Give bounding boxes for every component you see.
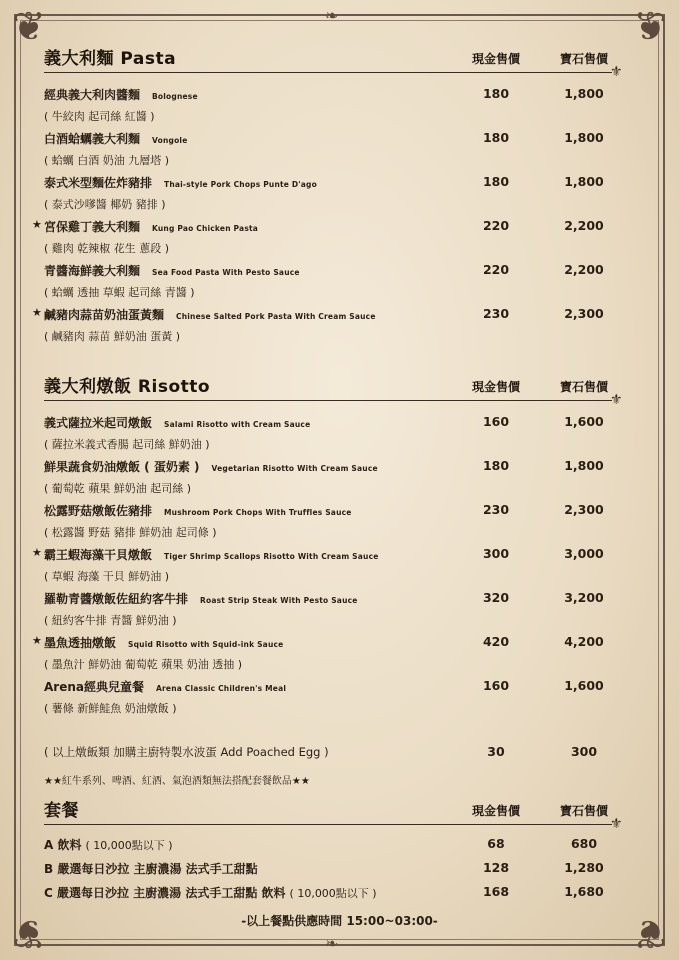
item-name bbox=[44, 634, 283, 651]
item-name-en: Squid Risotto with Squid-ink Sauce bbox=[128, 640, 284, 649]
risotto-list bbox=[32, 410, 634, 718]
section-title: 義大利燉飯 Risotto bbox=[44, 377, 211, 397]
star-icon: ★ bbox=[32, 218, 42, 231]
item-name bbox=[44, 306, 376, 323]
gem-price: 1,600 bbox=[564, 414, 604, 429]
item-name-en: Kung Pao Chicken Pasta bbox=[152, 224, 259, 233]
set-name bbox=[44, 860, 258, 877]
cash-price-header: 現金售價 bbox=[471, 804, 520, 818]
cash-price-header: 現金售價 bbox=[471, 380, 520, 394]
item-name-en: Mushroom Pork Chops With Truffles Sauce bbox=[164, 508, 352, 517]
cash-price: 180 bbox=[482, 130, 510, 145]
item-name-en: Vegetarian Risotto With Cream Sauce bbox=[211, 464, 378, 473]
item-name-zh: 白酒蛤蠣義大利麵 bbox=[44, 132, 141, 146]
gem-price: 680 bbox=[570, 836, 598, 851]
menu-item bbox=[44, 258, 634, 302]
item-name-zh: Arena經典兒童餐 bbox=[44, 680, 144, 694]
gem-price: 1,800 bbox=[564, 86, 604, 101]
set-menu-item bbox=[44, 858, 634, 882]
set-name-text: A 飲料 bbox=[44, 838, 82, 852]
cash-price: 68 bbox=[487, 836, 505, 851]
cash-price: 230 bbox=[482, 502, 510, 517]
item-ingredients: ( 薩拉米義式香腸 起司絲 鮮奶油 ) bbox=[44, 438, 210, 451]
menu-item bbox=[44, 170, 634, 214]
gem-price: 1,280 bbox=[564, 860, 604, 875]
menu-item bbox=[44, 454, 634, 498]
item-name bbox=[44, 130, 187, 147]
item-ingredients: ( 雞肉 乾辣椒 花生 蔥段 ) bbox=[44, 242, 170, 255]
menu-item bbox=[32, 214, 634, 258]
item-name bbox=[44, 218, 258, 235]
item-name-zh: 宮保雞丁義大利麵 bbox=[44, 220, 141, 234]
menu-item bbox=[32, 630, 634, 674]
item-name-en: Salami Risotto with Cream Sauce bbox=[164, 420, 311, 429]
gem-price: 3,200 bbox=[564, 590, 604, 605]
item-ingredients: ( 鹹豬肉 蒜苗 鮮奶油 蛋黃 ) bbox=[44, 330, 181, 343]
gem-price: 2,200 bbox=[564, 218, 604, 233]
star-icon: ★ bbox=[32, 634, 42, 647]
item-name-en: Bolognese bbox=[152, 92, 198, 101]
item-ingredients: ( 草蝦 海藻 干貝 鮮奶油 ) bbox=[44, 570, 170, 583]
set-section bbox=[44, 794, 634, 906]
cash-price: 128 bbox=[482, 860, 510, 875]
item-name-en: Sea Food Pasta With Pesto Sauce bbox=[152, 268, 300, 277]
item-name-zh: 鹹豬肉蒜苗奶油蛋黃麵 bbox=[44, 308, 165, 322]
item-name bbox=[44, 590, 358, 607]
gem-price: 1,800 bbox=[564, 174, 604, 189]
gem-price: 4,200 bbox=[564, 634, 604, 649]
star-icon: ★ bbox=[32, 546, 42, 559]
item-ingredients: ( 牛絞肉 起司絲 紅醬 ) bbox=[44, 110, 155, 123]
bottom-ornament-icon: ❧ bbox=[325, 934, 339, 953]
menu-item bbox=[44, 126, 634, 170]
menu-item bbox=[32, 542, 634, 586]
item-name-zh: 經典義大利肉醬麵 bbox=[44, 88, 141, 102]
corner-ornament-icon: ❦ bbox=[633, 4, 667, 50]
item-ingredients: ( 泰式沙嗲醬 椰奶 豬排 ) bbox=[44, 198, 166, 211]
gem-price: 2,200 bbox=[564, 262, 604, 277]
cash-price: 420 bbox=[482, 634, 510, 649]
set-name-note: ( 10,000點以下 ) bbox=[289, 887, 377, 900]
section-rule bbox=[44, 824, 612, 825]
item-name-zh: 墨魚透抽燉飯 bbox=[44, 636, 117, 650]
item-ingredients: ( 蛤蠣 透抽 草蝦 起司絲 青醬 ) bbox=[44, 286, 195, 299]
item-name bbox=[44, 546, 379, 563]
cash-price: 160 bbox=[482, 678, 510, 693]
set-name-text: B 嚴選每日沙拉 主廚濃湯 法式手工甜點 bbox=[44, 862, 258, 876]
serving-hours: -以上餐點供應時間 15:00~03:00- bbox=[241, 914, 438, 928]
risotto-header bbox=[44, 370, 634, 408]
item-name-en: Chinese Salted Pork Pasta With Cream Sauce bbox=[176, 312, 376, 321]
menu-item bbox=[44, 674, 634, 718]
gem-price: 1,600 bbox=[564, 678, 604, 693]
cash-price: 220 bbox=[482, 262, 510, 277]
cash-price: 180 bbox=[482, 458, 510, 473]
cash-price: 168 bbox=[482, 884, 510, 899]
cash-price-header: 現金售價 bbox=[471, 52, 520, 66]
gem-price: 2,300 bbox=[564, 306, 604, 321]
cash-price: 160 bbox=[482, 414, 510, 429]
gem-price: 1,680 bbox=[564, 884, 604, 899]
rule-flourish-icon: ⚜ bbox=[610, 816, 623, 832]
item-name-en: Tiger Shrimp Scallops Risotto With Cream Sauce bbox=[164, 552, 379, 561]
cash-price: 180 bbox=[482, 86, 510, 101]
star-icon: ★ bbox=[32, 306, 42, 319]
gem-price-header: 寶石售價 bbox=[559, 804, 608, 818]
pasta-list bbox=[32, 82, 634, 346]
item-ingredients: ( 葡萄乾 蘋果 鮮奶油 起司絲 ) bbox=[44, 482, 192, 495]
item-name bbox=[44, 678, 286, 695]
pasta-header bbox=[44, 42, 634, 80]
menu-item bbox=[44, 586, 634, 630]
gem-price: 3,000 bbox=[564, 546, 604, 561]
corner-ornament-icon: ❦ bbox=[12, 910, 46, 956]
section-title: 義大利麵 Pasta bbox=[44, 49, 177, 69]
item-name-zh: 鮮果蔬食奶油燉飯 ( 蛋奶素 ) bbox=[44, 460, 200, 474]
item-name bbox=[44, 262, 300, 279]
cash-price: 220 bbox=[482, 218, 510, 233]
rule-flourish-icon: ⚜ bbox=[610, 64, 623, 80]
section-title: 套餐 bbox=[44, 801, 79, 821]
cash-price: 300 bbox=[482, 546, 510, 561]
item-name-zh: 羅勒青醬燉飯佐紐約客牛排 bbox=[44, 592, 189, 606]
pasta-section bbox=[32, 42, 634, 346]
item-name bbox=[44, 502, 352, 519]
menu-item bbox=[44, 82, 634, 126]
risotto-section bbox=[32, 370, 634, 718]
gem-price-header: 寶石售價 bbox=[559, 52, 608, 66]
item-name-zh: 青醬海鮮義大利麵 bbox=[44, 264, 141, 278]
addon-gem-price: 300 bbox=[570, 744, 598, 759]
set-name bbox=[44, 836, 173, 853]
item-name-en: Vongole bbox=[152, 136, 188, 145]
menu-item bbox=[32, 302, 634, 346]
drink-warning: ★★紅牛系列、啤酒、紅酒、氣泡酒類無法搭配套餐飲品★★ bbox=[44, 776, 310, 787]
item-name-en: Arena Classic Children's Meal bbox=[156, 684, 287, 693]
item-name bbox=[44, 86, 198, 103]
item-ingredients: ( 蛤蠣 白酒 奶油 九層塔 ) bbox=[44, 154, 170, 167]
menu-item bbox=[44, 410, 634, 454]
set-name-note: ( 10,000點以下 ) bbox=[85, 839, 173, 852]
item-name-zh: 霸王蝦海藻干貝燉飯 bbox=[44, 548, 153, 562]
set-name bbox=[44, 884, 377, 901]
item-name-zh: 松露野菇燉飯佐豬排 bbox=[44, 504, 153, 518]
corner-ornament-icon: ❦ bbox=[12, 4, 46, 50]
gem-price: 1,800 bbox=[564, 130, 604, 145]
cash-price: 230 bbox=[482, 306, 510, 321]
set-header bbox=[44, 794, 634, 832]
item-name-zh: 義式薩拉米起司燉飯 bbox=[44, 416, 153, 430]
item-name-zh: 泰式米型麵佐炸豬排 bbox=[44, 176, 153, 190]
set-name-text: C 嚴選每日沙拉 主廚濃湯 法式手工甜點 飲料 bbox=[44, 886, 286, 900]
gem-price: 1,800 bbox=[564, 458, 604, 473]
rule-flourish-icon: ⚜ bbox=[610, 392, 623, 408]
corner-ornament-icon: ❦ bbox=[633, 910, 667, 956]
item-ingredients: ( 紐約客牛排 青醬 鮮奶油 ) bbox=[44, 614, 177, 627]
set-menu-item bbox=[44, 882, 634, 906]
addon-note: ( 以上燉飯類 加購主廚特製水波蛋 Add Poached Egg ) bbox=[44, 745, 329, 759]
addon-cash-price: 30 bbox=[487, 744, 505, 759]
item-name bbox=[44, 458, 378, 475]
item-name bbox=[44, 414, 310, 431]
top-ornament-icon: ❧ bbox=[325, 6, 339, 25]
section-rule bbox=[44, 400, 612, 401]
cash-price: 180 bbox=[482, 174, 510, 189]
item-name bbox=[44, 174, 317, 191]
cash-price: 320 bbox=[482, 590, 510, 605]
item-ingredients: ( 薯條 新鮮鮭魚 奶油燉飯 ) bbox=[44, 702, 177, 715]
menu-item bbox=[44, 498, 634, 542]
item-ingredients: ( 墨魚汁 鮮奶油 葡萄乾 蘋果 奶油 透抽 ) bbox=[44, 658, 243, 671]
set-menu-item bbox=[44, 834, 634, 858]
gem-price-header: 寶石售價 bbox=[559, 380, 608, 394]
set-list bbox=[44, 834, 634, 906]
gem-price: 2,300 bbox=[564, 502, 604, 517]
item-ingredients: ( 松露醬 野菇 豬排 鮮奶油 起司條 ) bbox=[44, 526, 217, 539]
item-name-en: Thai-style Pork Chops Punte D'ago bbox=[164, 180, 317, 189]
item-name-en: Roast Strip Steak With Pesto Sauce bbox=[200, 596, 358, 605]
section-rule bbox=[44, 72, 612, 73]
